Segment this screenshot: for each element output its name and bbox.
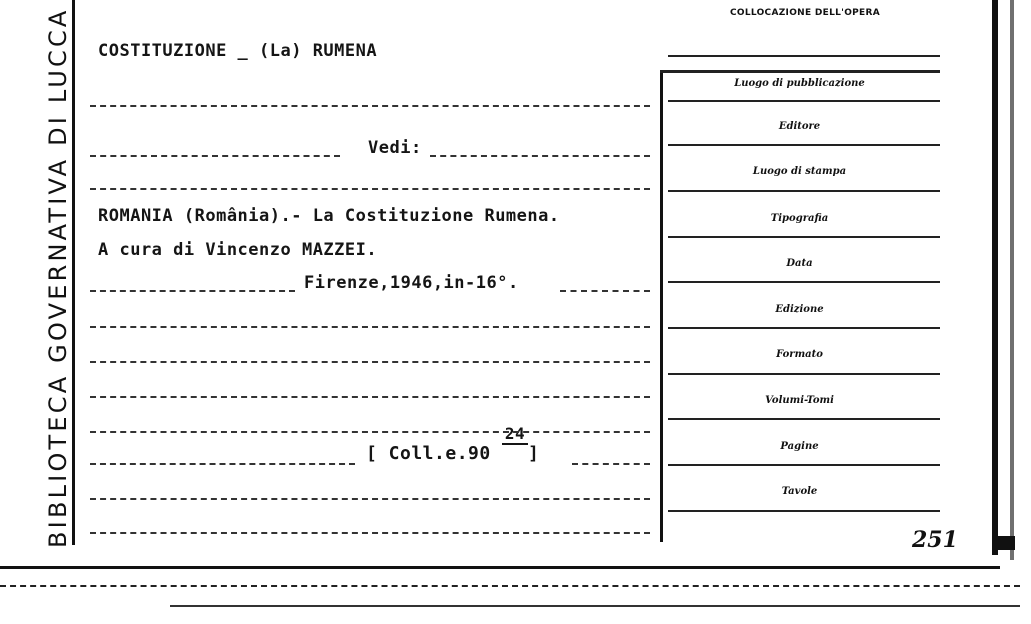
field-rule xyxy=(668,190,940,192)
ruled-line xyxy=(90,105,650,107)
entry-line-2: A cura di Vincenzo MAZZEI. xyxy=(98,240,378,260)
field-format: Formato xyxy=(776,349,823,360)
scan-artifact-line xyxy=(170,605,1020,607)
field-plates: Tavole xyxy=(781,486,818,497)
field-rule xyxy=(668,510,940,512)
field-place-of-publication: Luogo di pubblicazione xyxy=(734,78,865,89)
ruled-line xyxy=(90,326,650,328)
ruled-line xyxy=(90,188,650,190)
ruled-line xyxy=(90,431,650,433)
field-pages: Pagine xyxy=(780,441,819,452)
field-rule xyxy=(668,100,940,102)
field-publisher: Editore xyxy=(778,121,821,132)
entry-heading: COSTITUZIONE _ (La) RUMENA xyxy=(98,41,378,61)
collocation-rule xyxy=(668,55,940,57)
right-panel-divider xyxy=(660,72,663,542)
field-printer: Tipografia xyxy=(770,213,829,224)
card-bottom-edge xyxy=(0,566,1000,569)
ruled-line xyxy=(90,463,355,465)
field-volumes: Volumi-Tomi xyxy=(765,395,834,406)
ruled-line xyxy=(90,532,650,534)
left-margin-rule xyxy=(72,0,75,545)
ruled-line xyxy=(90,361,650,363)
shelf-mark xyxy=(366,424,540,464)
entry-line-3: Firenze,1946,in-16°. xyxy=(304,273,519,293)
library-name-vertical: BIBLIOTECA GOVERNATIVA DI LUCCA xyxy=(44,7,72,548)
field-rule xyxy=(668,236,940,238)
field-rule xyxy=(668,464,940,466)
shelf-mark-fraction xyxy=(502,424,528,464)
card-right-shadow xyxy=(1010,0,1014,560)
ruled-line xyxy=(90,290,295,292)
collocation-header: COLLOCAZIONE DELL'OPERA xyxy=(730,8,880,18)
shelf-mark-number: 24 xyxy=(502,425,528,445)
entry-line-1: ROMANIA (România).- La Costituzione Rumena. xyxy=(98,206,560,226)
scan-artifact-line xyxy=(0,585,1020,587)
field-edition: Edizione xyxy=(775,304,824,315)
shelf-mark-suffix: ] xyxy=(528,443,540,464)
field-rule xyxy=(668,418,940,420)
field-rule xyxy=(668,281,940,283)
ruled-line xyxy=(90,498,650,500)
ruled-line xyxy=(90,396,650,398)
shelf-mark-prefix: [ Coll.e.90 xyxy=(366,443,503,464)
field-place-of-printing: Luogo di stampa xyxy=(752,166,847,177)
card-right-edge xyxy=(992,0,998,555)
field-rule xyxy=(668,373,940,375)
ruled-line xyxy=(572,463,650,465)
field-date: Data xyxy=(786,258,813,269)
handwritten-number: 251 xyxy=(912,527,958,553)
right-panel-top-rule xyxy=(660,70,940,73)
field-rule xyxy=(668,327,940,329)
ruled-line xyxy=(90,155,340,157)
ruled-line xyxy=(430,155,650,157)
ruled-line xyxy=(560,290,650,292)
field-rule xyxy=(668,144,940,146)
card-corner-mark xyxy=(995,536,1015,550)
see-label: Vedi: xyxy=(368,138,422,158)
